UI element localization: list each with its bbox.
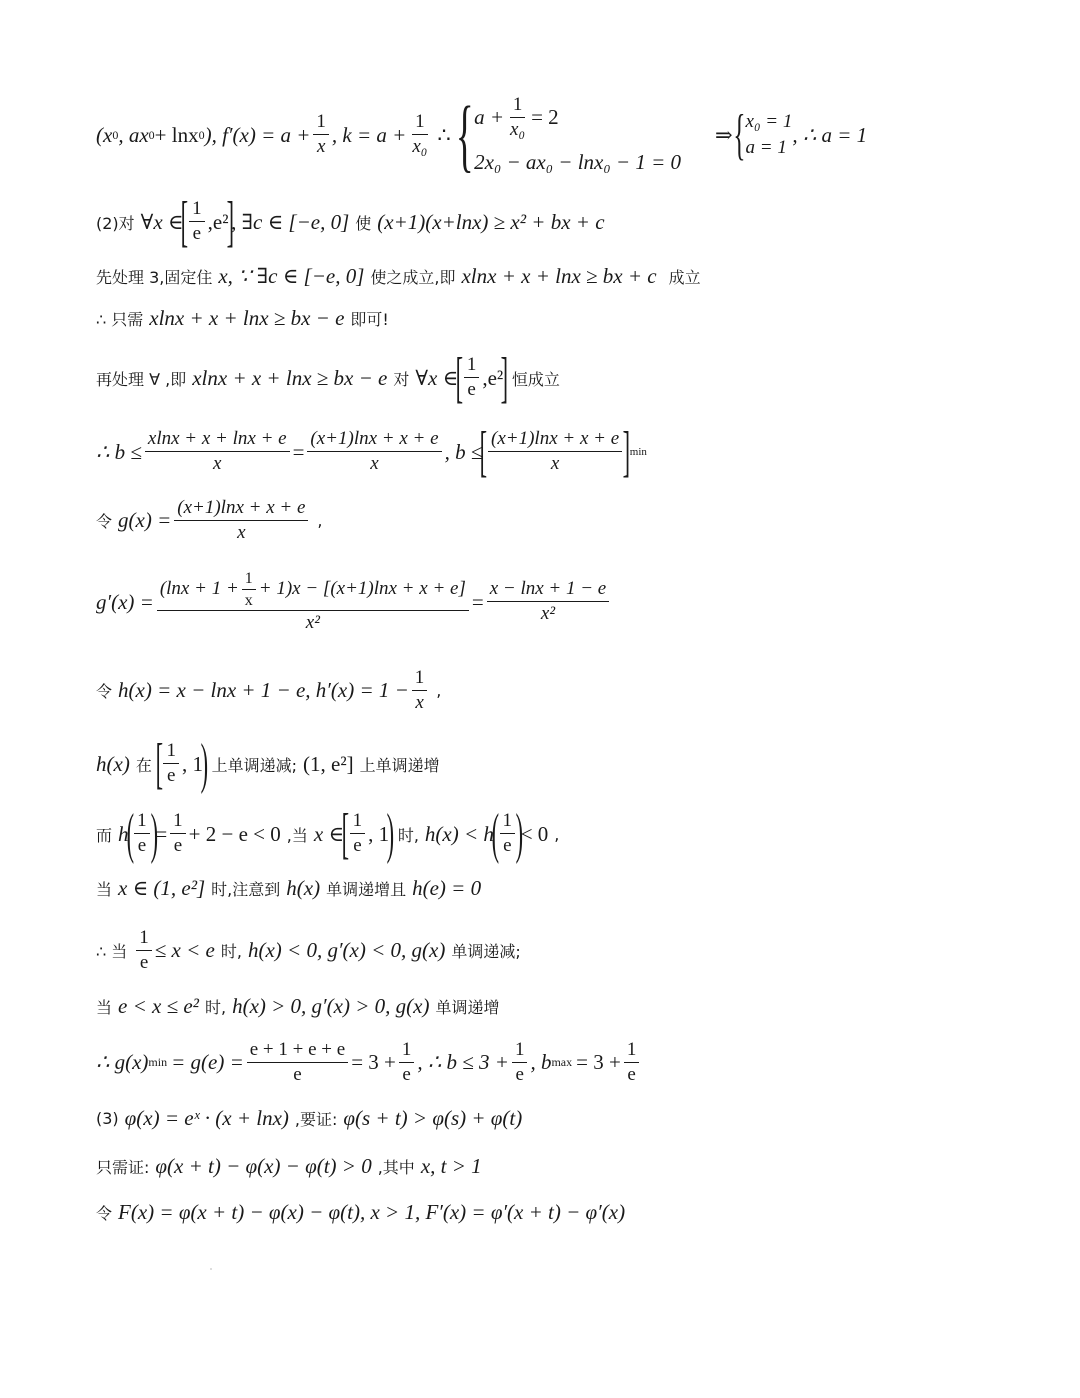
system2-row-2: a = 1 — [745, 137, 787, 158]
frac-num: 1 — [510, 95, 526, 118]
frac-den: x₀ — [510, 118, 526, 140]
line-4 — [96, 306, 395, 331]
interval-1-over-e-e2: [ $\frac{1}{e}$ , e² ] — [181, 191, 234, 253]
l14-text-c: 时, — [204, 998, 227, 1017]
scan-speck — [210, 1268, 212, 1270]
frac-den: x² — [540, 603, 556, 625]
frac-1-over-x0-b — [507, 95, 528, 141]
frac-den: x — [244, 591, 253, 609]
left-brace-2: { — [733, 104, 746, 166]
frac-1-over-e — [134, 811, 150, 857]
line-15 — [96, 1040, 642, 1086]
frac-den: x — [550, 453, 560, 474]
frac-1-over-e — [500, 811, 516, 857]
frac-den: e — [192, 223, 202, 244]
frac-1-over-x-h — [412, 668, 428, 714]
bracket-min-expression: [ $\frac{(x+1)\ln x + x + e}{x}$ ] min — [479, 421, 647, 483]
line-6 — [96, 420, 647, 484]
l1-sub0: 0 — [112, 127, 119, 142]
l13-text-a: ∴ 当 — [96, 942, 128, 962]
frac-den: x — [213, 453, 222, 474]
frac-den: e — [167, 765, 176, 786]
frac-1-over-e — [464, 355, 480, 401]
frac-g-e — [247, 1040, 348, 1086]
frac-1-over-e-g — [624, 1040, 640, 1086]
l1-sub0b: 0 — [148, 127, 155, 142]
line-10 — [96, 732, 446, 796]
l12-text-c: 时,注意到 — [211, 880, 281, 899]
l1-text-a: (x — [96, 122, 113, 147]
frac-1-over-x-small — [242, 570, 256, 609]
gprime-num-a: (lnx + 1 + — [159, 578, 239, 600]
frac-b-bound-3 — [488, 429, 622, 475]
l1-text-d: ), f′(x) = a + — [204, 122, 311, 147]
frac-1-over-e — [189, 199, 205, 245]
l6-text-a: ∴ b ≤ — [96, 439, 142, 464]
line-7 — [96, 498, 328, 544]
l15-max-sub: max — [551, 1055, 573, 1070]
l5-math-b: xlnx + x + lnx ≥ bx − e — [192, 365, 388, 390]
l14-text-a: 当 — [96, 998, 113, 1017]
l3-math-b: x, ∵ ∃c ∈ [−e, 0] — [218, 264, 365, 288]
l15-text-c: = 3 + — [351, 1050, 396, 1075]
l1-text-h: , ∴ a = 1 — [792, 122, 868, 147]
frac-den: e — [627, 1063, 636, 1085]
l4-math-b: xlnx + x + lnx ≥ bx − e — [149, 306, 345, 330]
l3-text-a: 先处理 3,固定住 — [96, 268, 213, 287]
frac-gprime — [157, 570, 469, 634]
line-1 — [96, 88, 867, 182]
l7-comma: , — [317, 511, 323, 531]
l2-text-a: (2)对 — [96, 213, 135, 233]
line-14 — [96, 994, 505, 1019]
system2-row-1: x₀ = 1 — [745, 111, 793, 132]
frac-den: e — [173, 835, 183, 856]
sys-row1-a: a + — [474, 105, 505, 129]
l13-math-b: ≤ x < e — [154, 938, 215, 963]
l11-math-b: + 2 − e < 0 — [188, 821, 281, 846]
l8-equals: = — [471, 589, 484, 614]
l14-math-b: e < x ≤ e² — [118, 994, 199, 1018]
line-3 — [96, 264, 707, 289]
l3-math-d: xlnx + x + lnx ≥ bx + c — [461, 264, 657, 288]
line-13 — [96, 928, 527, 974]
system-row-1 — [474, 95, 681, 141]
l17-text-c: ,其中 — [377, 1158, 415, 1177]
line-17 — [96, 1154, 482, 1179]
l18-text-a: 令 — [96, 1204, 113, 1223]
frac-num: 1 — [624, 1040, 640, 1063]
implies-arrow: ⇒ — [715, 122, 733, 147]
frac-den: x — [237, 521, 246, 543]
equation-system-2 — [733, 103, 793, 167]
frac-num: (x+1)lnx + x + e — [307, 429, 441, 452]
l1-text-e: , k = a + — [331, 122, 407, 147]
frac-num: 1 — [189, 199, 205, 222]
l2-text-d: 使 — [355, 213, 372, 233]
frac-g-def — [174, 498, 308, 544]
frac-num: 1 — [412, 112, 428, 135]
l13-text-c: 时, — [220, 942, 242, 962]
l10-text-c: 上单调递减; — [211, 755, 298, 775]
frac-1-over-x0 — [409, 112, 430, 158]
l3-text-c: 使之成立,即 — [370, 268, 456, 287]
l5-forall: ∀x ∈ — [415, 365, 459, 390]
l2-inequality: (x+1)(x+lnx) ≥ x² + bx + c — [377, 209, 605, 234]
l15-text-f: = 3 + — [576, 1050, 621, 1075]
l12-math-b: x ∈ (1, e²] — [118, 876, 206, 900]
frac-num: x − lnx + 1 − e — [487, 579, 610, 602]
equation-system-1 — [455, 88, 681, 182]
frac-num: 1 — [313, 112, 329, 135]
l15-min-sub: min — [148, 1055, 168, 1070]
l4-text-c: 即可! — [350, 310, 389, 329]
l5-text-e: 恒成立 — [511, 369, 560, 389]
left-brace: { — [455, 89, 474, 180]
frac-1-over-x — [313, 112, 329, 158]
l7-text-a: 令 — [96, 512, 113, 532]
frac-num: e + 1 + e + e — [247, 1040, 348, 1063]
l13-text-e: 单调递减; — [451, 942, 521, 962]
frac-1-over-e-c — [136, 928, 152, 974]
frac-den: e — [353, 835, 362, 856]
frac-den: x₀ — [412, 136, 428, 157]
line-2 — [96, 190, 605, 254]
interval-1-over-e-1-b: [ $\frac{1}{e}$ , 1 ) — [341, 803, 395, 865]
frac-num: 1 — [512, 1040, 528, 1063]
l17-math-d: x, t > 1 — [420, 1154, 482, 1178]
frac-num: (x+1)lnx + x + e — [174, 498, 308, 521]
frac-1-over-e-f — [512, 1040, 528, 1086]
l6-text-c: , b ≤ — [444, 439, 483, 464]
frac-den: e — [293, 1063, 302, 1085]
l15-text-e: , b — [530, 1050, 552, 1075]
frac-den: e — [402, 1063, 411, 1085]
l12-text-a: 当 — [96, 880, 113, 899]
l10-interval-2: (1, e²] — [303, 751, 354, 776]
l5-text-c: 对 — [393, 369, 410, 389]
system-row-2: 2x₀ − ax₀ − lnx₀ − 1 = 0 — [474, 150, 682, 175]
frac-den: x — [316, 136, 326, 157]
line-11: 而 h ( $\frac{1}{e}$ ) = $\frac{1}{e}$ + 2 − e < 0 ,当 x ∈ [ $\frac{1}{e}$ , 1 ) 时, h(x) < h ( $\frac{1}{e}$ ) < 0 , — [96, 803, 560, 865]
l16-math-d: φ(s + t) > φ(s) + φ(t) — [343, 1106, 523, 1130]
l18-math-b: F(x) = φ(x + t) − φ(x) − φ(t), x > 1, F′(x) = φ′(x + t) − φ′(x) — [118, 1200, 626, 1224]
frac-den: e — [139, 951, 149, 973]
frac-num: 1 — [500, 811, 516, 834]
frac-1-over-e — [350, 811, 366, 857]
l11-text-c: ,当 — [286, 825, 308, 845]
l10-h: h(x) — [96, 751, 130, 776]
l11-comma: , — [554, 824, 560, 844]
l9-h-def: h(x) = x − lnx + 1 − e, h′(x) = 1 − — [118, 678, 409, 703]
frac-num: 1 — [412, 668, 428, 691]
frac-b-bound-1 — [145, 429, 290, 475]
l5-text-a: 再处理 ∀ ,即 — [96, 369, 187, 389]
frac-1-over-e-d — [399, 1040, 415, 1086]
l15-text-d: , ∴ b ≤ 3 + — [417, 1050, 509, 1075]
l9-text-a: 令 — [96, 682, 113, 702]
l10-text-e: 上单调递增 — [359, 755, 440, 775]
frac-b-bound-2 — [307, 429, 441, 475]
l10-text-b: 在 — [135, 755, 152, 775]
l4-text-a: ∴ 只需 — [96, 310, 144, 329]
frac-num: 1 — [163, 741, 179, 764]
line-12 — [96, 876, 481, 901]
frac-den: x — [415, 691, 424, 713]
l1-therefore: ∴ — [437, 122, 451, 147]
l11-text-a: 而 — [96, 825, 113, 845]
frac-num: 1 — [350, 811, 366, 834]
frac-den: e — [137, 835, 147, 856]
gprime-numerator — [157, 570, 469, 611]
l2-exists: , ∃c ∈ [−e, 0] — [231, 209, 350, 234]
frac-den: e — [467, 379, 476, 400]
l11-text-d: 时, — [397, 825, 419, 845]
l12-math-d: h(x) — [286, 876, 321, 900]
l17-text-a: 只需证: — [96, 1158, 150, 1177]
l1-text-c: + lnx — [154, 122, 199, 147]
l14-math-d: h(x) > 0, g′(x) > 0, g(x) — [232, 994, 430, 1018]
l12-math-f: h(e) = 0 — [412, 876, 482, 900]
gprime-num-b: + 1)x − [(x+1)lnx + x + e] — [258, 578, 466, 600]
frac-num: 1 — [134, 811, 150, 834]
frac-den: x — [370, 453, 379, 474]
frac-gprime-simplified — [487, 579, 610, 625]
frac-num: (x+1)lnx + x + e — [488, 429, 622, 452]
l6-equals: = — [292, 439, 305, 464]
frac-den: e — [503, 835, 512, 856]
l12-text-e: 单调递增且 — [326, 880, 407, 899]
l14-text-e: 单调递增 — [435, 998, 500, 1017]
frac-1-over-e — [163, 741, 179, 787]
l16-math-b: φ(x) = eˣ · (x + lnx) — [124, 1106, 289, 1130]
line-18 — [96, 1200, 625, 1225]
l15-text-b: = g(e) = — [171, 1050, 244, 1075]
sys-row1-b: = 2 — [531, 105, 559, 129]
l11-math-e: < 0 — [520, 821, 549, 846]
line-9 — [96, 668, 447, 714]
frac-num: 1 — [136, 928, 152, 951]
line-5 — [96, 346, 566, 410]
l1-sub0c: 0 — [198, 127, 205, 142]
l1-text-b: , ax — [118, 122, 149, 147]
interval-1-over-e-1: [ $\frac{1}{e}$ , 1 ) — [155, 733, 209, 795]
e-squared: e² — [487, 365, 504, 390]
frac-num: 1 — [464, 355, 480, 378]
l2-forall: ∀x ∈ — [140, 209, 184, 234]
frac-1-over-e-b — [170, 811, 186, 857]
min-subscript: min — [629, 446, 647, 458]
e-squared: e² — [212, 209, 229, 234]
frac-num: 1 — [170, 811, 186, 834]
l3-text-e: 成立 — [668, 268, 701, 287]
frac-num: 1 — [242, 570, 256, 590]
l17-math-b: φ(x + t) − φ(x) − φ(t) > 0 — [155, 1154, 372, 1178]
frac-num: xlnx + x + lnx + e — [145, 429, 290, 452]
interval-1-over-e-e2-b: [ $\frac{1}{e}$ , e² ] — [455, 347, 509, 409]
l16-text-a: (3) — [96, 1109, 119, 1128]
line-16 — [96, 1106, 522, 1131]
line-8 — [96, 570, 612, 634]
frac-den: x² — [305, 612, 320, 634]
l13-math-d: h(x) < 0, g′(x) < 0, g(x) — [247, 938, 446, 963]
l15-text-a: ∴ g(x) — [96, 1050, 149, 1075]
l9-comma: , — [436, 681, 442, 701]
frac-num: 1 — [399, 1040, 415, 1063]
l16-text-c: ,要证: — [294, 1110, 338, 1129]
l7-g-def: g(x) = — [118, 508, 172, 533]
frac-den: e — [515, 1063, 524, 1085]
l8-gprime: g′(x) = — [96, 589, 154, 614]
